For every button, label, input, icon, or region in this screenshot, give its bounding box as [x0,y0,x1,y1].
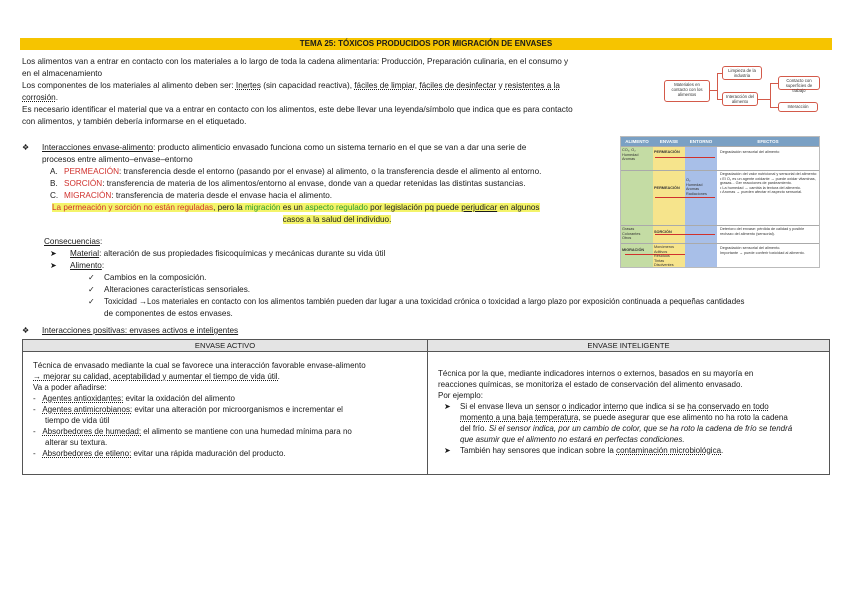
row4-alimento: MIGRACIÓN [622,248,645,252]
arrow-bullet-icon: ➤ [50,249,57,258]
page-title: TEMA 25: TÓXICOS PRODUCIDOS POR MIGRACIÓN DE ENVASES [20,38,832,50]
diagram-connector [717,99,722,100]
row1-envase: PERMEACIÓN [654,150,680,154]
intro-line-1: Los alimentos van a entrar en contacto con los materiales a lo largo de toda la cadena alimentaria: Producción, Preparación culinaria, en el consumo y [22,57,569,66]
migracion-item: C. MIGRACIÓN: transferencia de materia desde el envase hacia el alimento. [50,191,333,200]
check-icon: ✓ [88,285,95,294]
effects-table-header: ENVASE [653,137,685,146]
activo-line: → mejorar su calidad, aceptabilidad y aumentar el tiempo de vida útil. [33,372,280,381]
envases-table [22,339,830,475]
row1-efecto: Degradación sensorial del alimento [720,150,780,154]
permeacion-item: A. PERMEACIÓN: transferencia desde el entorno (pasando por el envase) al alimento, o la transferencia desde el alimento al entorno. [50,167,542,176]
consequence-item: ✓ Alteraciones características sensoriales. [88,285,251,294]
sorcion-item: B. SORCIÓN: transferencia de materia de los alimentos/entorno al envase, donde van a quedar retenidas las distintas sustancias. [50,179,526,188]
row4-envase: Monómeros Aditivos Residuos Tintas Disolventes [654,245,675,268]
diagram-connector [770,83,771,107]
inteligente-line: Por ejemplo: [438,391,483,400]
diagram-center-box: Materiales en contacto con los alimentos [664,80,710,102]
interacciones-heading: ❖ Interacciones envase-alimento: producto alimenticio envasado funciona como un sistema ternario en el que se van a dar una serie de [22,143,527,152]
row2-entorno: O₂ Humedad Aromas Radiaciones [686,178,707,196]
arrow-bullet-icon: ➤ [444,446,451,455]
check-icon: ✓ [88,297,95,306]
effects-table-header: ENTORNO [685,137,717,146]
activo-line: Va a poder añadirse: [33,383,107,392]
activo-item: - Agentes antioxidantes: evitar la oxidación del alimento [33,394,235,403]
effects-table-header: EFECTOS [717,137,819,146]
inteligente-bullet-continuation: momento a una baja temperatura, se puede asegurar que ese alimento no ha roto la cadena [460,413,788,422]
row3-alimento: Grasas Colorantes Otros [622,227,641,241]
intro-line-2: en el almacenamiento [22,69,103,78]
inteligente-bullet: ➤ Si el envase lleva un sensor o indicador interno que indica si se ha conservado en todo [444,402,769,411]
diamond-bullet-icon: ❖ [22,326,30,335]
consequence-item-continuation: de componentes de estos envases. [104,309,233,318]
diagram-right-box: Contacto con superficies de trabajo [778,76,820,90]
regulation-note: La permeación y sorción no están reguladas, pero la migración es un aspecto regulado por legislación pq puede perjudicar en algunos [52,203,540,212]
consecuencias-section [22,236,822,320]
effects-table-header: ALIMENTO [621,137,653,146]
activo-item: - Absorbedores de humedad: el alimento se mantiene con una humedad mínima para no [33,427,352,436]
materials-flow-diagram [660,62,840,128]
row3-envase: SORCIÓN [654,230,672,234]
row4-efecto: Degradación sensorial del alimento. Importante → puede conferir toxicidad al alimento. [720,246,805,255]
envase-inteligente-cell [428,364,829,474]
envase-inteligente-header: ENVASE INTELIGENTE [428,340,829,352]
intro-paragraph [22,56,642,128]
diamond-bullet-icon: ❖ [22,143,30,152]
activo-item-continuation: alterar su textura. [45,438,108,447]
check-icon: ✓ [88,273,95,282]
envase-activo-cell [23,356,427,474]
diagram-connector [758,99,770,100]
intro-line-5: Es necesario identificar el material que va a entrar en contacto con los alimentos, este debe llevar una leyenda/símbolo que indica que es para contacto [22,105,573,114]
inteligente-line: Técnica por la que, mediante indicadores internos o externos, basados en su mayoría en [438,369,754,378]
activo-item: - Agentes antimicrobianos: evitar una alteración por microorganismos e incrementar el [33,405,343,414]
row3-efecto: Deterioro del envase: pérdida de calidad y posible rechazo del alimento (sensorial). [720,227,805,236]
inteligente-line: reacciones químicas, se monitoriza el estado de conservación del alimento envasado. [438,380,743,389]
diagram-connector [717,73,718,100]
permeation-arrow [655,157,715,158]
interacciones-section [22,142,612,226]
diagram-mid-box: Interacción del alimento [722,92,758,106]
regulation-note-line-2: casos a la salud del individuo. [282,215,392,224]
positivas-heading: ❖ Interacciones positivas: envases activos e inteligentes [22,326,239,335]
diagram-bottom-box: Interacción [778,102,818,112]
inteligente-bullet-continuation: del frío. Si el sensor indica, por un cambio de color, que se ha roto la cadena de frío se tendrá [460,424,793,433]
arrow-bullet-icon: ➤ [50,261,57,270]
consequence-item: ✓ Cambios en la composición. [88,273,207,282]
row2-envase: PERMEACIÓN [654,186,680,190]
intro-line-6: con alimentos, y también debería informarse en el etiquetado. [22,117,247,126]
arrow-bullet-icon: ➤ [444,402,451,411]
row1-alimento: CO₂, O₂ Humedad Aromas [622,148,639,162]
diagram-connector [770,107,778,108]
activo-line: Técnica de envasado mediante la cual se favorece una interacción favorable envase-alimento [33,361,366,370]
diagram-top-box: Limpieza de la industria [722,66,762,80]
activo-item-continuation: tiempo de vida útil [45,416,110,425]
diagram-connector [717,73,722,74]
inteligente-bullet: ➤ También hay sensores que indican sobre la contaminación microbiológica. [444,446,724,455]
intro-line-3: Los componentes de los materiales al alimento deben ser: Inertes (sin capacidad reactiva), fáciles de limpiar, fáciles de desinfectar y resistentes a la [22,81,560,90]
material-item: ➤ Material: alteración de sus propiedades fisicoquímicas y mecánicas durante su vida útil [50,249,386,258]
diagram-connector [770,83,778,84]
row2-efecto: Degradación del valor nutricional y sensorial del alimento: • El O₂ es un agente oxidante → puede oxidar vitaminas, grasas... Ger reacciones de pardeamiento. • La humedad → cambia la textura del alimento. • Aromas → pueden afectar el aspecto sensorial. [720,172,818,195]
consequence-item: ✓ Toxicidad →Los materiales en contacto con los alimentos también pueden dar lugar a una toxicidad crónica o toxicidad a largo plazo por exposición continuada a pequeñas cantidades [88,297,745,306]
envase-activo-header: ENVASE ACTIVO [23,340,427,352]
inteligente-bullet-continuation: que asumir que el alimento no estará en perfectas condiciones. [460,435,685,444]
alimento-item: ➤ Alimento: [50,261,105,270]
interacciones-heading-line-2: procesos entre alimento–envase–entorno [42,155,193,164]
intro-line-4: corrosión. [22,93,58,102]
consecuencias-heading: Consecuencias: [44,237,103,246]
activo-item: - Absorbedores de etileno: evitar una rápida maduración del producto. [33,449,286,458]
